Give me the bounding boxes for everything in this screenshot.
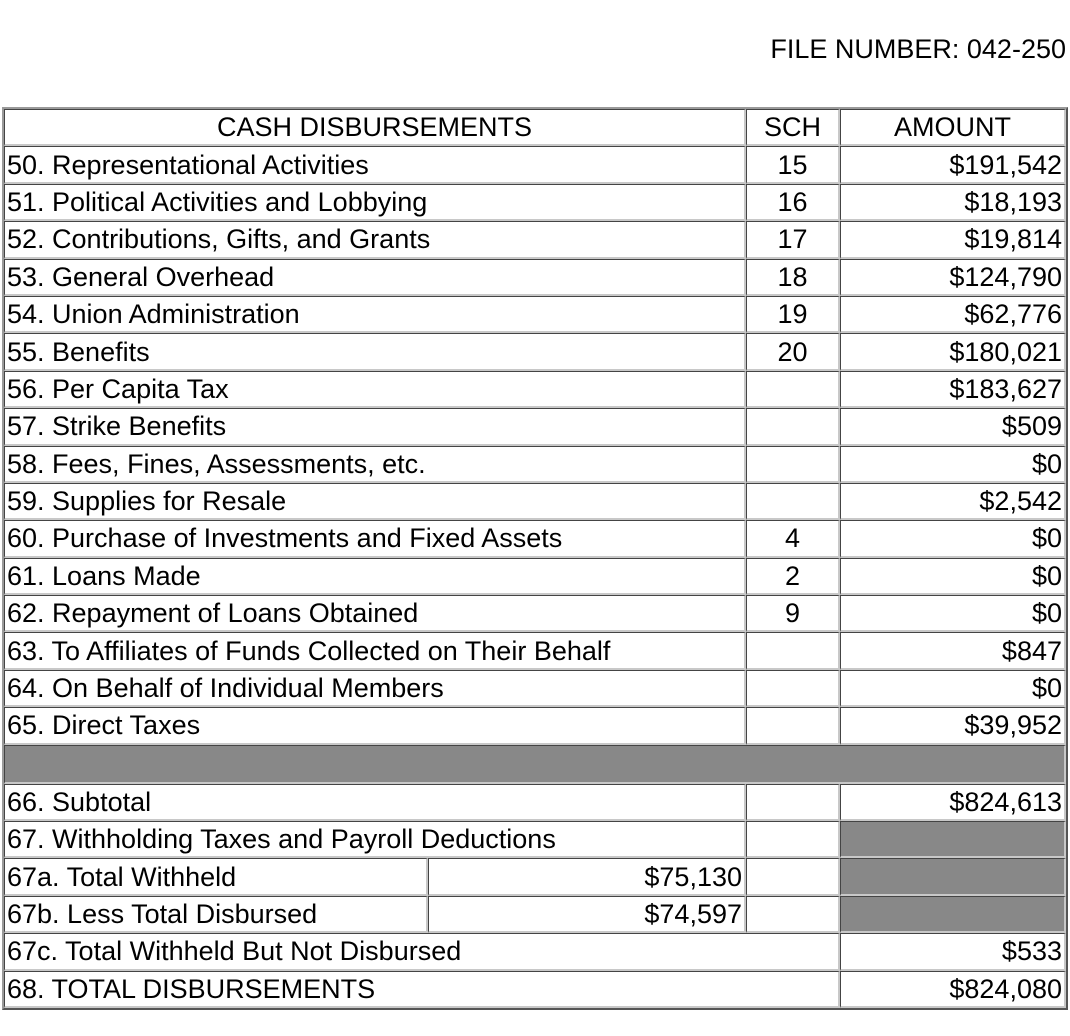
table-row bbox=[4, 595, 1066, 632]
row-amount: $18,193 bbox=[840, 184, 1066, 221]
not-disbursed-amount: $533 bbox=[840, 933, 1066, 970]
row-sch: 2 bbox=[746, 558, 840, 595]
row-label: 56. Per Capita Tax bbox=[4, 371, 746, 408]
row-sch bbox=[746, 707, 840, 744]
table-row bbox=[4, 259, 1066, 296]
total-withheld-row bbox=[4, 858, 1066, 895]
not-disbursed-label: 67c. Total Withheld But Not Disbursed bbox=[4, 933, 840, 970]
row-amount: $0 bbox=[840, 558, 1066, 595]
withholding-row bbox=[4, 821, 1066, 858]
row-amount: $39,952 bbox=[840, 707, 1066, 744]
header-cash-disbursements: CASH DISBURSEMENTS bbox=[4, 109, 746, 146]
withholding-sch bbox=[746, 821, 840, 858]
table-row bbox=[4, 333, 1066, 370]
row-label: 54. Union Administration bbox=[4, 296, 746, 333]
row-label: 53. General Overhead bbox=[4, 259, 746, 296]
withholding-amount-shaded bbox=[840, 821, 1066, 858]
row-sch bbox=[746, 483, 840, 520]
less-disbursed-sch bbox=[746, 896, 840, 933]
row-amount: $183,627 bbox=[840, 371, 1066, 408]
subtotal-row bbox=[4, 784, 1066, 821]
table-row bbox=[4, 371, 1066, 408]
subtotal-sch bbox=[746, 784, 840, 821]
row-sch bbox=[746, 408, 840, 445]
table-row bbox=[4, 632, 1066, 669]
table-row bbox=[4, 296, 1066, 333]
total-label: 68. TOTAL DISBURSEMENTS bbox=[4, 971, 840, 1008]
row-label: 59. Supplies for Resale bbox=[4, 483, 746, 520]
table-row bbox=[4, 558, 1066, 595]
less-disbursed-amount-shaded bbox=[840, 896, 1066, 933]
row-amount: $0 bbox=[840, 670, 1066, 707]
row-label: 58. Fees, Fines, Assessments, etc. bbox=[4, 446, 746, 483]
table-row bbox=[4, 520, 1066, 557]
row-sch bbox=[746, 670, 840, 707]
row-label: 61. Loans Made bbox=[4, 558, 746, 595]
row-label: 62. Repayment of Loans Obtained bbox=[4, 595, 746, 632]
row-sch: 18 bbox=[746, 259, 840, 296]
total-withheld-value: $75,130 bbox=[428, 858, 746, 895]
row-amount: $0 bbox=[840, 520, 1066, 557]
total-row bbox=[4, 971, 1066, 1008]
row-amount: $19,814 bbox=[840, 221, 1066, 258]
row-sch bbox=[746, 446, 840, 483]
row-label: 63. To Affiliates of Funds Collected on Their Behalf bbox=[4, 632, 746, 669]
row-amount: $191,542 bbox=[840, 146, 1066, 183]
row-amount: $509 bbox=[840, 408, 1066, 445]
not-disbursed-row bbox=[4, 933, 1066, 970]
row-label: 55. Benefits bbox=[4, 333, 746, 370]
table-row bbox=[4, 483, 1066, 520]
row-amount: $0 bbox=[840, 595, 1066, 632]
row-sch: 9 bbox=[746, 595, 840, 632]
less-disbursed-value: $74,597 bbox=[428, 896, 746, 933]
less-disbursed-row bbox=[4, 896, 1066, 933]
row-sch: 15 bbox=[746, 146, 840, 183]
row-sch: 20 bbox=[746, 333, 840, 370]
row-amount: $847 bbox=[840, 632, 1066, 669]
less-disbursed-label: 67b. Less Total Disbursed bbox=[4, 896, 428, 933]
separator-bar bbox=[4, 745, 1066, 784]
row-label: 50. Representational Activities bbox=[4, 146, 746, 183]
withholding-label: 67. Withholding Taxes and Payroll Deductions bbox=[4, 821, 746, 858]
row-amount: $180,021 bbox=[840, 333, 1066, 370]
row-label: 51. Political Activities and Lobbying bbox=[4, 184, 746, 221]
total-withheld-label: 67a. Total Withheld bbox=[4, 858, 428, 895]
subtotal-amount: $824,613 bbox=[840, 784, 1066, 821]
header-sch: SCH bbox=[746, 109, 840, 146]
row-sch bbox=[746, 371, 840, 408]
table-row bbox=[4, 707, 1066, 744]
row-amount: $124,790 bbox=[840, 259, 1066, 296]
file-number: FILE NUMBER: 042-250 bbox=[770, 34, 1066, 64]
total-withheld-sch bbox=[746, 858, 840, 895]
cash-disbursements-table bbox=[2, 107, 1068, 1010]
header-row bbox=[4, 109, 1066, 146]
row-sch: 4 bbox=[746, 520, 840, 557]
row-label: 65. Direct Taxes bbox=[4, 707, 746, 744]
header-amount: AMOUNT bbox=[840, 109, 1066, 146]
total-amount: $824,080 bbox=[840, 971, 1066, 1008]
subtotal-label: 66. Subtotal bbox=[4, 784, 746, 821]
row-sch: 19 bbox=[746, 296, 840, 333]
table-row bbox=[4, 446, 1066, 483]
row-sch bbox=[746, 632, 840, 669]
row-sch: 17 bbox=[746, 221, 840, 258]
table-row bbox=[4, 221, 1066, 258]
total-withheld-amount-shaded bbox=[840, 858, 1066, 895]
table-row bbox=[4, 184, 1066, 221]
table-row bbox=[4, 146, 1066, 183]
row-label: 64. On Behalf of Individual Members bbox=[4, 670, 746, 707]
table-row bbox=[4, 408, 1066, 445]
row-label: 52. Contributions, Gifts, and Grants bbox=[4, 221, 746, 258]
row-label: 60. Purchase of Investments and Fixed Assets bbox=[4, 520, 746, 557]
row-sch: 16 bbox=[746, 184, 840, 221]
row-amount: $0 bbox=[840, 446, 1066, 483]
row-amount: $2,542 bbox=[840, 483, 1066, 520]
table-row bbox=[4, 670, 1066, 707]
row-label: 57. Strike Benefits bbox=[4, 408, 746, 445]
row-amount: $62,776 bbox=[840, 296, 1066, 333]
separator-row bbox=[4, 745, 1066, 784]
